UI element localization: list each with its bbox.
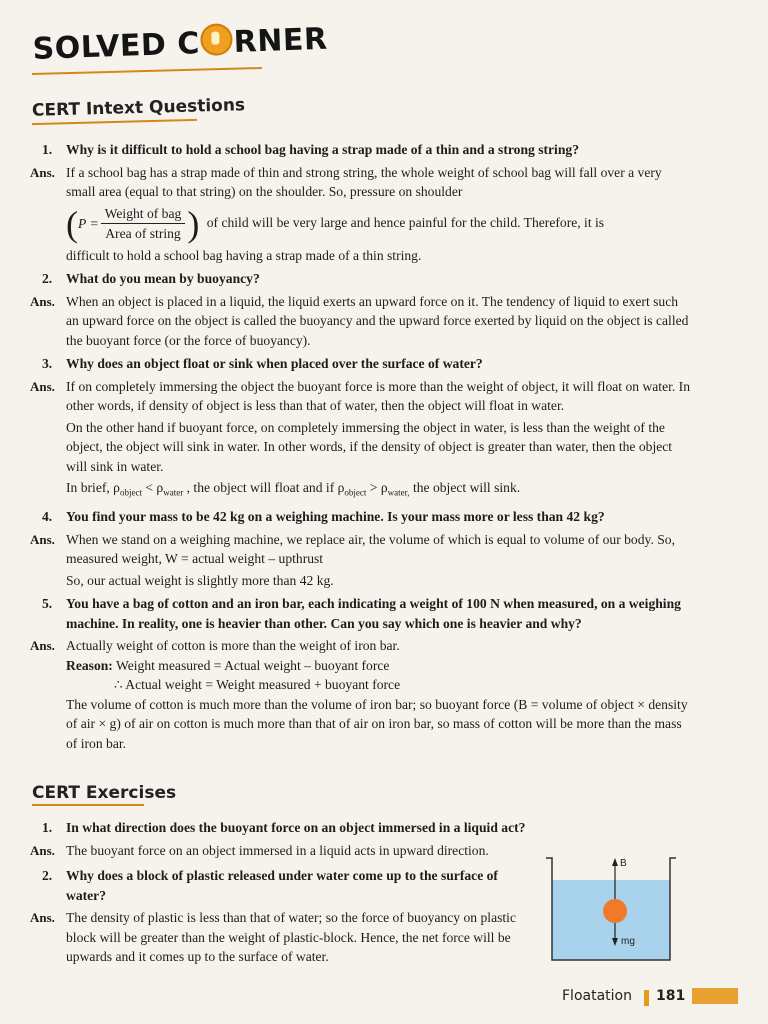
question-number: 1. xyxy=(42,820,53,835)
question-number: 2. xyxy=(42,271,53,286)
chapter-name: Floatation xyxy=(562,988,632,1004)
answer-text-end: difficult to hold a school bag having a strap made of a thin string. xyxy=(66,247,422,263)
formula-denominator: Area of string xyxy=(105,226,181,241)
question-3 xyxy=(30,354,690,374)
lightbulb-icon xyxy=(200,23,233,56)
pressure-formula-line xyxy=(66,202,690,246)
heading-text-end: RNER xyxy=(233,21,329,60)
answer-text: The buoyant force on an object immersed in a liquid acts in upward direction. xyxy=(66,842,489,858)
force-label-b: B xyxy=(620,858,627,869)
exercises-title-underline xyxy=(32,804,144,806)
question-text: What do you mean by buoyancy? xyxy=(66,271,260,286)
question-1 xyxy=(30,140,690,160)
answer-text: If on completely immersing the object the buoyant force is more than the weight of object, it will float on water. In other words, if density of object is less than that of water, then the object will float in water. xyxy=(66,378,691,413)
formula-lhs: P = xyxy=(78,215,99,231)
buoyancy-diagram xyxy=(540,852,682,964)
arrow-up-icon xyxy=(612,858,618,866)
answer-tag: Ans. xyxy=(30,910,55,925)
answer-tag: Ans. xyxy=(30,531,55,547)
question-number: 1. xyxy=(42,142,53,157)
pressure-formula: ( P = $\frac{\text{Weight of bag}}{\text{Area of string}}$ ) xyxy=(66,203,200,244)
reason-label: Reason: xyxy=(66,657,113,673)
footer-divider xyxy=(644,990,649,1006)
question-text: Why does a block of plastic released under water come up to the surface of water? xyxy=(66,868,498,903)
question-2 xyxy=(30,269,690,289)
solved-corner-heading xyxy=(32,20,328,67)
question-text: You have a bag of cotton and an iron bar, each indicating a weight of 100 N when measured, on a weighing machine. In reality, one is heavier than other. Can you say which one is heavier and why? xyxy=(66,596,681,631)
intext-content xyxy=(30,140,690,753)
answer-3 xyxy=(30,377,690,504)
exercise-1 xyxy=(30,818,690,838)
exercises-section-title: CERT Exercises xyxy=(32,783,177,803)
page-number: 181 xyxy=(656,988,686,1004)
exercise-answer-2 xyxy=(30,908,526,967)
answer-1 xyxy=(30,163,690,266)
answer-2 xyxy=(30,292,690,351)
answer-tag: Ans. xyxy=(30,638,55,654)
heading-text-start: SOLVED C xyxy=(32,26,201,67)
footer-color-tab xyxy=(692,988,738,1004)
intext-section-title: CERT Intext Questions xyxy=(31,95,246,121)
answer-tag: Ans. xyxy=(30,164,55,180)
reason-text: Weight measured = Actual weight – buoyant force xyxy=(112,657,390,673)
question-5 xyxy=(30,594,690,633)
answer-text-2: So, our actual weight is slightly more than 42 kg. xyxy=(66,572,334,588)
force-label-mg: mg xyxy=(621,936,635,947)
reason-line xyxy=(66,656,690,676)
question-number: 5. xyxy=(42,596,53,612)
answer-text: When an object is placed in a liquid, the liquid exerts an upward force on it. The tendency of liquid to exert such an upward force on the object is called the buoyancy and the upward force exerted by liquid on the object is called the buoyant force (or the force of buoyancy). xyxy=(66,293,689,348)
answer-text: If a school bag has a strap made of thin and strong string, the whole weight of school bag will fall over a very small area (equal to that string) on the shoulder. So, pressure on shoulder xyxy=(66,164,662,199)
therefore-line: ∴ Actual weight = Weight measured + buoyant force xyxy=(114,677,401,693)
answer-text: Actually weight of cotton is more than the weight of iron bar. xyxy=(66,638,400,654)
answer-text: The density of plastic is less than that of water; so the force of buoyancy on plastic block will be greater than the weight of plastic-block. Hence, the net force will be upwards and it comes up to the surface of water. xyxy=(66,910,516,964)
question-number: 3. xyxy=(42,356,53,371)
density-summary: In brief, $\rho_{object} < \rho_{water}$ , the object will float and if $\rho_{object} > \rho_{water,}$ the object will sink. xyxy=(66,480,521,498)
formula-numerator: Weight of bag xyxy=(101,204,186,225)
exercise-2 xyxy=(30,866,526,905)
answer-text: When we stand on a weighing machine, we replace air, the volume of which is equal to volume of our body. So, measured weight, W = actual weight – upthrust xyxy=(66,531,675,567)
answer-tag: Ans. xyxy=(30,842,55,858)
answer-tag: Ans. xyxy=(30,378,55,394)
answer-text-3: The volume of cotton is much more than the volume of iron bar; so buoyant force (B = volume of object × density of air × g) of air on cotton is much more than that of air on iron bar, so mass of cotton will be more than the mass of iron bar. xyxy=(66,696,688,751)
question-number: 4. xyxy=(42,509,53,525)
answer-5 xyxy=(30,636,690,753)
question-text: You find your mass to be 42 kg on a weighing machine. Is your mass more or less than 42 kg? xyxy=(66,509,605,525)
heading-underline xyxy=(32,67,262,75)
question-4 xyxy=(30,507,690,527)
answer-text-cont: of child will be very large and hence painful for the child. Therefore, it is xyxy=(206,214,605,230)
answer-tag: Ans. xyxy=(30,293,55,309)
answer-text-2: On the other hand if buoyant force, on completely immersing the object in water, is less than the weight of the object, the object will sink in water. In other words, if the density of object is greater than water, then the object will sink in water. xyxy=(66,419,673,474)
answer-4 xyxy=(30,530,690,591)
question-text: In what direction does the buoyant force on an object immersed in a liquid act? xyxy=(66,820,526,835)
question-number: 2. xyxy=(42,868,53,883)
question-text: Why is it difficult to hold a school bag having a strap made of a thin and a strong string? xyxy=(66,142,579,157)
question-text: Why does an object float or sink when placed over the surface of water? xyxy=(66,356,483,371)
plastic-ball xyxy=(603,899,627,923)
